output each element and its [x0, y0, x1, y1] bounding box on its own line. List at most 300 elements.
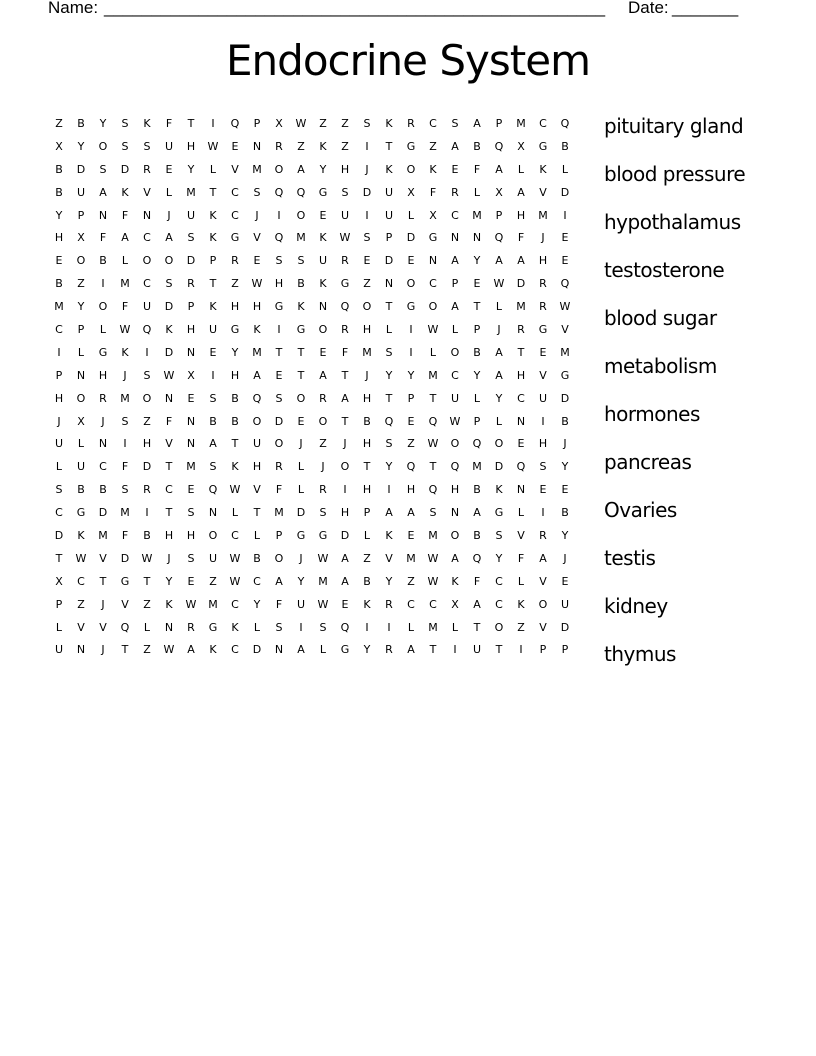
grid-letter[interactable]: P [209, 254, 217, 268]
grid-letter[interactable]: Q [208, 483, 218, 497]
grid-letter[interactable]: V [77, 620, 85, 634]
grid-letter[interactable]: C [55, 506, 63, 520]
grid-letter[interactable]: R [231, 254, 239, 268]
grid-letter[interactable]: D [120, 551, 130, 565]
grid-letter[interactable]: C [429, 597, 437, 611]
grid-letter[interactable]: N [164, 620, 174, 634]
grid-letter[interactable]: X [451, 597, 459, 611]
grid-letter[interactable]: T [473, 620, 481, 634]
grid-letter[interactable]: I [343, 483, 347, 497]
grid-letter[interactable]: S [539, 460, 547, 474]
grid-letter[interactable]: M [186, 185, 196, 199]
grid-letter[interactable]: Z [429, 139, 437, 153]
grid-letter[interactable]: T [143, 574, 151, 588]
grid-letter[interactable]: S [187, 551, 195, 565]
grid-letter[interactable]: L [55, 460, 63, 474]
grid-letter[interactable]: B [561, 506, 569, 520]
grid-letter[interactable]: F [165, 414, 173, 428]
grid-letter[interactable]: A [407, 643, 415, 657]
grid-letter[interactable]: E [539, 345, 547, 359]
grid-letter[interactable]: D [494, 460, 504, 474]
grid-letter[interactable]: E [561, 483, 569, 497]
grid-letter[interactable]: F [121, 208, 129, 222]
grid-letter[interactable]: R [407, 116, 415, 130]
grid-letter[interactable]: Q [252, 391, 262, 405]
grid-letter[interactable]: T [99, 574, 107, 588]
grid-letter[interactable]: O [274, 551, 284, 565]
grid-letter[interactable]: I [211, 368, 215, 382]
grid-letter[interactable]: H [362, 391, 372, 405]
grid-letter[interactable]: O [450, 528, 460, 542]
grid-letter[interactable]: N [428, 254, 438, 268]
grid-letter[interactable]: L [253, 528, 261, 542]
grid-letter[interactable]: A [319, 368, 327, 382]
grid-letter[interactable]: Y [385, 574, 393, 588]
grid-letter[interactable]: V [99, 620, 107, 634]
grid-letter[interactable]: B [55, 185, 63, 199]
grid-letter[interactable]: L [319, 643, 327, 657]
grid-letter[interactable]: N [384, 277, 394, 291]
grid-letter[interactable]: L [55, 620, 63, 634]
grid-letter[interactable]: J [365, 162, 369, 176]
grid-letter[interactable]: Q [384, 414, 394, 428]
grid-letter[interactable]: K [209, 643, 217, 657]
grid-letter[interactable]: O [296, 208, 306, 222]
grid-letter[interactable]: X [517, 139, 525, 153]
grid-letter[interactable]: B [363, 574, 371, 588]
grid-letter[interactable]: Z [517, 620, 525, 634]
grid-letter[interactable]: B [55, 277, 63, 291]
grid-letter[interactable]: S [451, 116, 459, 130]
grid-letter[interactable]: J [541, 231, 545, 245]
grid-letter[interactable]: R [143, 483, 151, 497]
grid-letter[interactable]: J [167, 208, 171, 222]
grid-letter[interactable]: A [495, 162, 503, 176]
grid-letter[interactable]: F [517, 551, 525, 565]
grid-letter[interactable]: M [252, 345, 262, 359]
grid-letter[interactable]: D [98, 506, 108, 520]
grid-letter[interactable]: B [473, 139, 481, 153]
grid-letter[interactable]: H [538, 437, 548, 451]
grid-letter[interactable]: Q [494, 231, 504, 245]
grid-letter[interactable]: A [517, 254, 525, 268]
grid-letter[interactable]: H [516, 208, 526, 222]
grid-letter[interactable]: V [539, 368, 547, 382]
grid-letter[interactable]: E [165, 162, 173, 176]
grid-letter[interactable]: I [563, 208, 567, 222]
grid-letter[interactable]: O [98, 300, 108, 314]
grid-letter[interactable]: C [231, 185, 239, 199]
grid-letter[interactable]: E [451, 162, 459, 176]
grid-letter[interactable]: T [473, 300, 481, 314]
grid-letter[interactable]: T [517, 345, 525, 359]
grid-letter[interactable]: Z [341, 139, 349, 153]
grid-letter[interactable]: O [538, 597, 548, 611]
grid-letter[interactable]: M [538, 208, 548, 222]
grid-letter[interactable]: E [187, 391, 195, 405]
grid-letter[interactable]: S [143, 368, 151, 382]
grid-letter[interactable]: Q [560, 116, 570, 130]
grid-letter[interactable]: Y [297, 574, 305, 588]
grid-letter[interactable]: F [341, 345, 349, 359]
grid-letter[interactable]: S [363, 231, 371, 245]
grid-letter[interactable]: N [516, 483, 526, 497]
grid-letter[interactable]: K [231, 460, 239, 474]
grid-letter[interactable]: F [517, 231, 525, 245]
grid-letter[interactable]: S [275, 391, 283, 405]
grid-letter[interactable]: P [451, 277, 459, 291]
grid-letter[interactable]: D [560, 620, 570, 634]
grid-letter[interactable]: H [164, 528, 174, 542]
grid-letter[interactable]: C [451, 208, 459, 222]
grid-letter[interactable]: A [341, 574, 349, 588]
grid-letter[interactable]: T [165, 460, 173, 474]
grid-letter[interactable]: K [77, 528, 85, 542]
grid-letter[interactable]: E [473, 277, 481, 291]
grid-letter[interactable]: C [231, 643, 239, 657]
grid-letter[interactable]: K [143, 116, 151, 130]
grid-letter[interactable]: E [363, 254, 371, 268]
name-blank-line[interactable]: _____________________________________________________ [104, 0, 606, 17]
grid-letter[interactable]: F [473, 574, 481, 588]
grid-letter[interactable]: P [385, 231, 393, 245]
grid-letter[interactable]: R [275, 139, 283, 153]
grid-letter[interactable]: X [187, 368, 195, 382]
grid-letter[interactable]: Z [77, 277, 85, 291]
grid-letter[interactable]: D [362, 185, 372, 199]
grid-letter[interactable]: M [54, 300, 64, 314]
grid-letter[interactable]: X [55, 139, 63, 153]
grid-letter[interactable]: S [275, 620, 283, 634]
grid-letter[interactable]: W [163, 643, 175, 657]
grid-letter[interactable]: X [77, 414, 85, 428]
grid-letter[interactable]: S [363, 116, 371, 130]
grid-letter[interactable]: A [451, 551, 459, 565]
grid-letter[interactable]: Q [230, 116, 240, 130]
grid-letter[interactable]: C [517, 391, 525, 405]
grid-letter[interactable]: N [450, 231, 460, 245]
grid-letter[interactable]: O [98, 139, 108, 153]
grid-letter[interactable]: D [340, 528, 350, 542]
grid-letter[interactable]: T [341, 414, 349, 428]
grid-letter[interactable]: U [296, 597, 306, 611]
grid-letter[interactable]: I [277, 208, 281, 222]
grid-letter[interactable]: H [516, 368, 526, 382]
grid-letter[interactable]: V [253, 231, 261, 245]
grid-letter[interactable]: Y [319, 162, 327, 176]
grid-letter[interactable]: K [429, 162, 437, 176]
grid-letter[interactable]: Z [319, 116, 327, 130]
grid-letter[interactable]: E [561, 574, 569, 588]
grid-letter[interactable]: V [143, 185, 151, 199]
grid-letter[interactable]: M [472, 460, 482, 474]
grid-letter[interactable]: L [363, 528, 371, 542]
grid-letter[interactable]: H [186, 139, 196, 153]
grid-letter[interactable]: C [99, 460, 107, 474]
grid-letter[interactable]: Y [55, 208, 63, 222]
grid-letter[interactable]: K [165, 322, 173, 336]
grid-letter[interactable]: R [341, 322, 349, 336]
grid-letter[interactable]: J [563, 437, 567, 451]
grid-letter[interactable]: D [76, 162, 86, 176]
grid-letter[interactable]: N [76, 368, 86, 382]
grid-letter[interactable]: M [120, 277, 130, 291]
grid-letter[interactable]: E [561, 231, 569, 245]
grid-letter[interactable]: A [517, 185, 525, 199]
grid-letter[interactable]: M [428, 528, 438, 542]
grid-letter[interactable]: V [539, 620, 547, 634]
grid-letter[interactable]: M [252, 162, 262, 176]
grid-letter[interactable]: Y [99, 116, 107, 130]
grid-letter[interactable]: W [119, 322, 131, 336]
grid-letter[interactable]: T [209, 277, 217, 291]
grid-letter[interactable]: Q [450, 460, 460, 474]
grid-letter[interactable]: L [297, 460, 305, 474]
grid-letter[interactable]: M [362, 345, 372, 359]
grid-letter[interactable]: D [252, 643, 262, 657]
grid-letter[interactable]: W [163, 368, 175, 382]
grid-letter[interactable]: C [253, 574, 261, 588]
grid-letter[interactable]: J [321, 460, 325, 474]
grid-letter[interactable]: I [211, 116, 215, 130]
grid-letter[interactable]: P [77, 208, 85, 222]
grid-letter[interactable]: B [473, 483, 481, 497]
grid-letter[interactable]: C [143, 231, 151, 245]
grid-letter[interactable]: H [230, 300, 240, 314]
grid-letter[interactable]: O [274, 437, 284, 451]
grid-letter[interactable]: S [209, 391, 217, 405]
grid-letter[interactable]: W [427, 437, 439, 451]
grid-letter[interactable]: Q [428, 414, 438, 428]
grid-letter[interactable]: B [561, 139, 569, 153]
grid-letter[interactable]: S [121, 139, 129, 153]
grid-letter[interactable]: R [539, 528, 547, 542]
grid-letter[interactable]: O [296, 391, 306, 405]
grid-letter[interactable]: Z [77, 597, 85, 611]
grid-letter[interactable]: S [209, 460, 217, 474]
grid-letter[interactable]: Z [143, 643, 151, 657]
grid-letter[interactable]: W [339, 231, 351, 245]
grid-letter[interactable]: S [187, 506, 195, 520]
grid-letter[interactable]: S [99, 162, 107, 176]
grid-letter[interactable]: Q [340, 300, 350, 314]
grid-letter[interactable]: G [318, 185, 328, 199]
grid-letter[interactable]: T [385, 300, 393, 314]
grid-letter[interactable]: M [516, 300, 526, 314]
grid-letter[interactable]: K [297, 300, 305, 314]
grid-letter[interactable]: P [187, 300, 195, 314]
grid-letter[interactable]: S [275, 254, 283, 268]
grid-letter[interactable]: L [517, 506, 525, 520]
grid-letter[interactable]: C [77, 574, 85, 588]
grid-letter[interactable]: S [495, 528, 503, 542]
grid-letter[interactable]: X [407, 185, 415, 199]
grid-letter[interactable]: M [296, 231, 306, 245]
grid-letter[interactable]: H [54, 391, 64, 405]
grid-letter[interactable]: C [231, 208, 239, 222]
grid-letter[interactable]: R [385, 643, 393, 657]
grid-letter[interactable]: A [385, 506, 393, 520]
grid-letter[interactable]: O [252, 414, 262, 428]
grid-letter[interactable]: Z [55, 116, 63, 130]
grid-letter[interactable]: L [517, 574, 525, 588]
grid-letter[interactable]: H [362, 322, 372, 336]
grid-letter[interactable]: T [253, 506, 261, 520]
grid-letter[interactable]: V [385, 551, 393, 565]
grid-letter[interactable]: L [385, 322, 393, 336]
grid-letter[interactable]: U [186, 208, 196, 222]
grid-letter[interactable]: O [318, 414, 328, 428]
grid-letter[interactable]: H [230, 368, 240, 382]
grid-letter[interactable]: Q [472, 437, 482, 451]
grid-letter[interactable]: M [98, 528, 108, 542]
grid-letter[interactable]: C [429, 277, 437, 291]
grid-letter[interactable]: G [494, 506, 504, 520]
grid-letter[interactable]: E [407, 414, 415, 428]
grid-letter[interactable]: A [275, 574, 283, 588]
grid-letter[interactable]: F [275, 597, 283, 611]
grid-letter[interactable]: Z [209, 574, 217, 588]
grid-letter[interactable]: J [123, 368, 127, 382]
grid-letter[interactable]: A [451, 300, 459, 314]
grid-letter[interactable]: R [319, 483, 327, 497]
grid-letter[interactable]: Y [561, 528, 569, 542]
grid-letter[interactable]: S [429, 506, 437, 520]
grid-letter[interactable]: G [406, 300, 416, 314]
grid-letter[interactable]: E [517, 437, 525, 451]
grid-letter[interactable]: D [164, 300, 174, 314]
grid-letter[interactable]: K [385, 116, 393, 130]
grid-letter[interactable]: B [231, 391, 239, 405]
grid-letter[interactable]: W [141, 551, 153, 565]
grid-letter[interactable]: N [164, 391, 174, 405]
grid-letter[interactable]: N [186, 437, 196, 451]
grid-letter[interactable]: L [143, 620, 151, 634]
grid-letter[interactable]: E [319, 208, 327, 222]
grid-letter[interactable]: L [99, 322, 107, 336]
grid-letter[interactable]: W [427, 322, 439, 336]
grid-letter[interactable]: E [231, 139, 239, 153]
grid-letter[interactable]: S [385, 345, 393, 359]
grid-letter[interactable]: H [54, 231, 64, 245]
grid-letter[interactable]: L [77, 437, 85, 451]
grid-letter[interactable]: T [297, 345, 305, 359]
grid-letter[interactable]: O [76, 391, 86, 405]
grid-letter[interactable]: Q [428, 483, 438, 497]
grid-letter[interactable]: A [341, 551, 349, 565]
grid-letter[interactable]: D [164, 345, 174, 359]
grid-letter[interactable]: C [495, 574, 503, 588]
grid-letter[interactable]: V [231, 162, 239, 176]
grid-letter[interactable]: D [384, 254, 394, 268]
grid-letter[interactable]: O [428, 300, 438, 314]
grid-letter[interactable]: W [427, 551, 439, 565]
grid-letter[interactable]: U [76, 460, 86, 474]
grid-letter[interactable]: J [57, 414, 61, 428]
grid-letter[interactable]: J [299, 551, 303, 565]
grid-letter[interactable]: M [516, 116, 526, 130]
grid-letter[interactable]: H [186, 528, 196, 542]
grid-letter[interactable]: A [473, 506, 481, 520]
grid-letter[interactable]: R [341, 254, 349, 268]
grid-letter[interactable]: R [187, 620, 195, 634]
grid-letter[interactable]: L [77, 345, 85, 359]
grid-letter[interactable]: O [406, 277, 416, 291]
grid-letter[interactable]: P [473, 414, 481, 428]
grid-letter[interactable]: E [55, 254, 63, 268]
grid-letter[interactable]: K [209, 231, 217, 245]
grid-letter[interactable]: M [120, 506, 130, 520]
grid-letter[interactable]: D [142, 460, 152, 474]
grid-letter[interactable]: Y [385, 460, 393, 474]
grid-letter[interactable]: B [363, 414, 371, 428]
grid-letter[interactable]: X [495, 185, 503, 199]
grid-letter[interactable]: K [451, 574, 459, 588]
grid-letter[interactable]: L [407, 620, 415, 634]
grid-letter[interactable]: H [362, 483, 372, 497]
grid-letter[interactable]: T [385, 139, 393, 153]
grid-letter[interactable]: L [495, 414, 503, 428]
grid-letter[interactable]: W [317, 597, 329, 611]
grid-letter[interactable]: A [209, 437, 217, 451]
grid-letter[interactable]: M [428, 620, 438, 634]
grid-letter[interactable]: S [121, 483, 129, 497]
grid-letter[interactable]: M [208, 597, 218, 611]
grid-letter[interactable]: C [231, 597, 239, 611]
grid-letter[interactable]: W [295, 116, 307, 130]
grid-letter[interactable]: G [230, 231, 240, 245]
grid-letter[interactable]: D [560, 185, 570, 199]
grid-letter[interactable]: L [429, 345, 437, 359]
grid-letter[interactable]: L [231, 506, 239, 520]
grid-letter[interactable]: O [142, 254, 152, 268]
grid-letter[interactable]: Q [274, 231, 284, 245]
grid-letter[interactable]: B [561, 414, 569, 428]
grid-letter[interactable]: O [362, 300, 372, 314]
grid-letter[interactable]: K [121, 345, 129, 359]
grid-letter[interactable]: C [429, 116, 437, 130]
grid-letter[interactable]: O [142, 391, 152, 405]
grid-letter[interactable]: Z [319, 437, 327, 451]
grid-letter[interactable]: U [538, 391, 548, 405]
grid-letter[interactable]: Q [406, 460, 416, 474]
grid-letter[interactable]: T [187, 116, 195, 130]
grid-letter[interactable]: U [318, 254, 328, 268]
grid-letter[interactable]: L [407, 208, 415, 222]
grid-letter[interactable]: G [208, 620, 218, 634]
grid-letter[interactable]: C [539, 116, 547, 130]
grid-letter[interactable]: F [99, 231, 107, 245]
grid-letter[interactable]: C [451, 368, 459, 382]
grid-letter[interactable]: T [231, 437, 239, 451]
grid-letter[interactable]: T [121, 643, 129, 657]
grid-letter[interactable]: I [365, 620, 369, 634]
grid-letter[interactable]: I [57, 345, 61, 359]
grid-letter[interactable]: K [385, 528, 393, 542]
grid-letter[interactable]: W [317, 551, 329, 565]
grid-letter[interactable]: O [450, 345, 460, 359]
grid-letter[interactable]: B [99, 483, 107, 497]
grid-letter[interactable]: I [409, 322, 413, 336]
grid-letter[interactable]: W [427, 574, 439, 588]
grid-letter[interactable]: Q [274, 185, 284, 199]
grid-letter[interactable]: T [363, 460, 371, 474]
grid-letter[interactable]: S [165, 277, 173, 291]
grid-letter[interactable]: I [387, 483, 391, 497]
grid-letter[interactable]: B [77, 116, 85, 130]
grid-letter[interactable]: O [340, 460, 350, 474]
grid-letter[interactable]: W [559, 300, 571, 314]
